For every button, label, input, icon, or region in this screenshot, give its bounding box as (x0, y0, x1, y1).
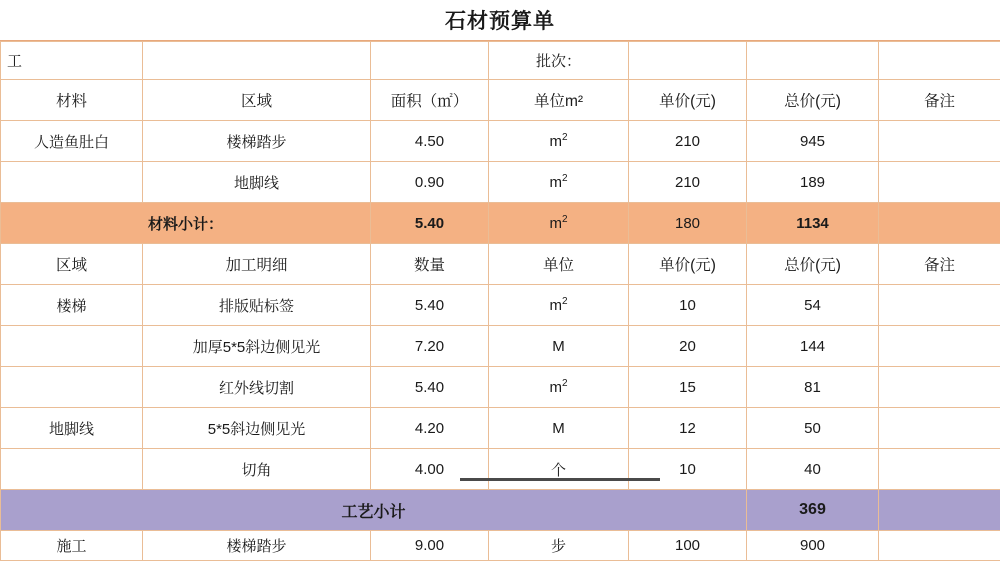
cell-material-total: 945 (747, 121, 879, 162)
budget-table (0, 41, 1000, 561)
cell-craft-area: 楼梯 (1, 285, 143, 326)
cell-craft-qty: 5.40 (371, 285, 489, 326)
cell-craft-area: 地脚线 (1, 408, 143, 449)
cell-craft-area (1, 367, 143, 408)
table-row (1, 285, 1000, 326)
cell-craft-detail: 加厚5*5斜边侧见光 (143, 326, 371, 367)
table-row (1, 408, 1000, 449)
cell-craft-price: 10 (629, 449, 747, 490)
table-header-material (1, 80, 1000, 121)
cell-material-unit: $m^2$ (489, 121, 629, 162)
cell-craft-qty: 7.20 (371, 326, 489, 367)
cell-install-price: 100 (629, 531, 747, 561)
cell-empty-3 (629, 42, 747, 80)
cell-material-qty: 0.90 (371, 162, 489, 203)
cell-material-total: 189 (747, 162, 879, 203)
cell-craft-qty: 4.20 (371, 408, 489, 449)
cell-craft-qty: 5.40 (371, 367, 489, 408)
cell-craft-unit: M (489, 326, 629, 367)
table-row-material-subtotal (1, 203, 1000, 244)
cell-craft-qty: 4.00 (371, 449, 489, 490)
cell-craft-price: 12 (629, 408, 747, 449)
page-title: 石材预算单 (0, 0, 1000, 41)
table-row (1, 367, 1000, 408)
cell-craft-unit: M (489, 408, 629, 449)
material-subtotal-unit: $m^2$ (489, 203, 629, 244)
redaction-bar (460, 478, 660, 481)
header-craft-price: 单价(元) (629, 244, 747, 285)
table-header-craft (1, 244, 1000, 285)
header-material: 材料 (1, 80, 143, 121)
cell-material-area: 楼梯踏步 (143, 121, 371, 162)
cell-material-name: 人造鱼肚白 (1, 121, 143, 162)
cell-craft-price: 20 (629, 326, 747, 367)
table-row (1, 121, 1000, 162)
material-subtotal-qty: 5.40 (371, 203, 489, 244)
cell-empty-5 (879, 42, 1000, 80)
cell-install-qty: 9.00 (371, 531, 489, 561)
craft-subtotal-remark (879, 490, 1000, 531)
cell-craft-remark (879, 408, 1000, 449)
cell-craft-remark (879, 326, 1000, 367)
table-row-batch (1, 42, 1000, 80)
table-row-craft-subtotal (1, 490, 1000, 531)
cell-material-area: 地脚线 (143, 162, 371, 203)
cell-material-unit: $m^2$ (489, 162, 629, 203)
table-row (1, 162, 1000, 203)
material-subtotal-total: 1134 (747, 203, 879, 244)
cell-material-remark (879, 121, 1000, 162)
cell-craft-total: 50 (747, 408, 879, 449)
cell-craft-total: 81 (747, 367, 879, 408)
cell-craft-total: 54 (747, 285, 879, 326)
cell-craft-area (1, 326, 143, 367)
cell-craft-total: 40 (747, 449, 879, 490)
header-craft-total: 总价(元) (747, 244, 879, 285)
cell-craft-area (1, 449, 143, 490)
header-size: 面积（㎡） (371, 80, 489, 121)
cell-stub-left: 工 (1, 42, 143, 80)
header-unit-m2: 单位m² (489, 80, 629, 121)
cell-craft-remark (879, 367, 1000, 408)
cell-install-remark (879, 531, 1000, 561)
cell-material-price: 210 (629, 162, 747, 203)
header-craft-remark: 备注 (879, 244, 1000, 285)
cell-install-unit: 步 (489, 531, 629, 561)
material-subtotal-label: 材料小计： (1, 203, 371, 244)
cell-empty-1 (143, 42, 371, 80)
header-craft-detail: 加工明细 (143, 244, 371, 285)
cell-material-remark (879, 162, 1000, 203)
cell-craft-remark (879, 285, 1000, 326)
cell-empty-2 (371, 42, 489, 80)
cell-empty-4 (747, 42, 879, 80)
cell-craft-price: 10 (629, 285, 747, 326)
header-craft-qty: 数量 (371, 244, 489, 285)
cell-craft-detail: 5*5斜边侧见光 (143, 408, 371, 449)
cell-install-detail: 楼梯踏步 (143, 531, 371, 561)
cell-install-area: 施工 (1, 531, 143, 561)
cell-material-qty: 4.50 (371, 121, 489, 162)
cell-craft-detail: 切角 (143, 449, 371, 490)
cell-craft-remark (879, 449, 1000, 490)
header-area: 区域 (143, 80, 371, 121)
header-total-price: 总价(元) (747, 80, 879, 121)
craft-subtotal-label: 工艺小计 (1, 490, 747, 531)
cell-craft-unit: $m^2$ (489, 285, 629, 326)
cell-craft-detail: 排版贴标签 (143, 285, 371, 326)
cell-craft-unit: 个 (489, 449, 629, 490)
cell-craft-unit: $m^2$ (489, 367, 629, 408)
cell-material-price: 210 (629, 121, 747, 162)
header-unit-price: 单价(元) (629, 80, 747, 121)
table-row (1, 449, 1000, 490)
header-craft-unit: 单位 (489, 244, 629, 285)
craft-subtotal-total: 369 (747, 490, 879, 531)
cell-material-name (1, 162, 143, 203)
header-craft-area: 区域 (1, 244, 143, 285)
cell-craft-detail: 红外线切割 (143, 367, 371, 408)
table-row (1, 326, 1000, 367)
cell-install-total: 900 (747, 531, 879, 561)
material-subtotal-price: 180 (629, 203, 747, 244)
material-subtotal-remark (879, 203, 1000, 244)
header-remark: 备注 (879, 80, 1000, 121)
cell-craft-total: 144 (747, 326, 879, 367)
batch-label: 批次： (489, 42, 629, 80)
cell-craft-price: 15 (629, 367, 747, 408)
table-row (1, 531, 1000, 561)
